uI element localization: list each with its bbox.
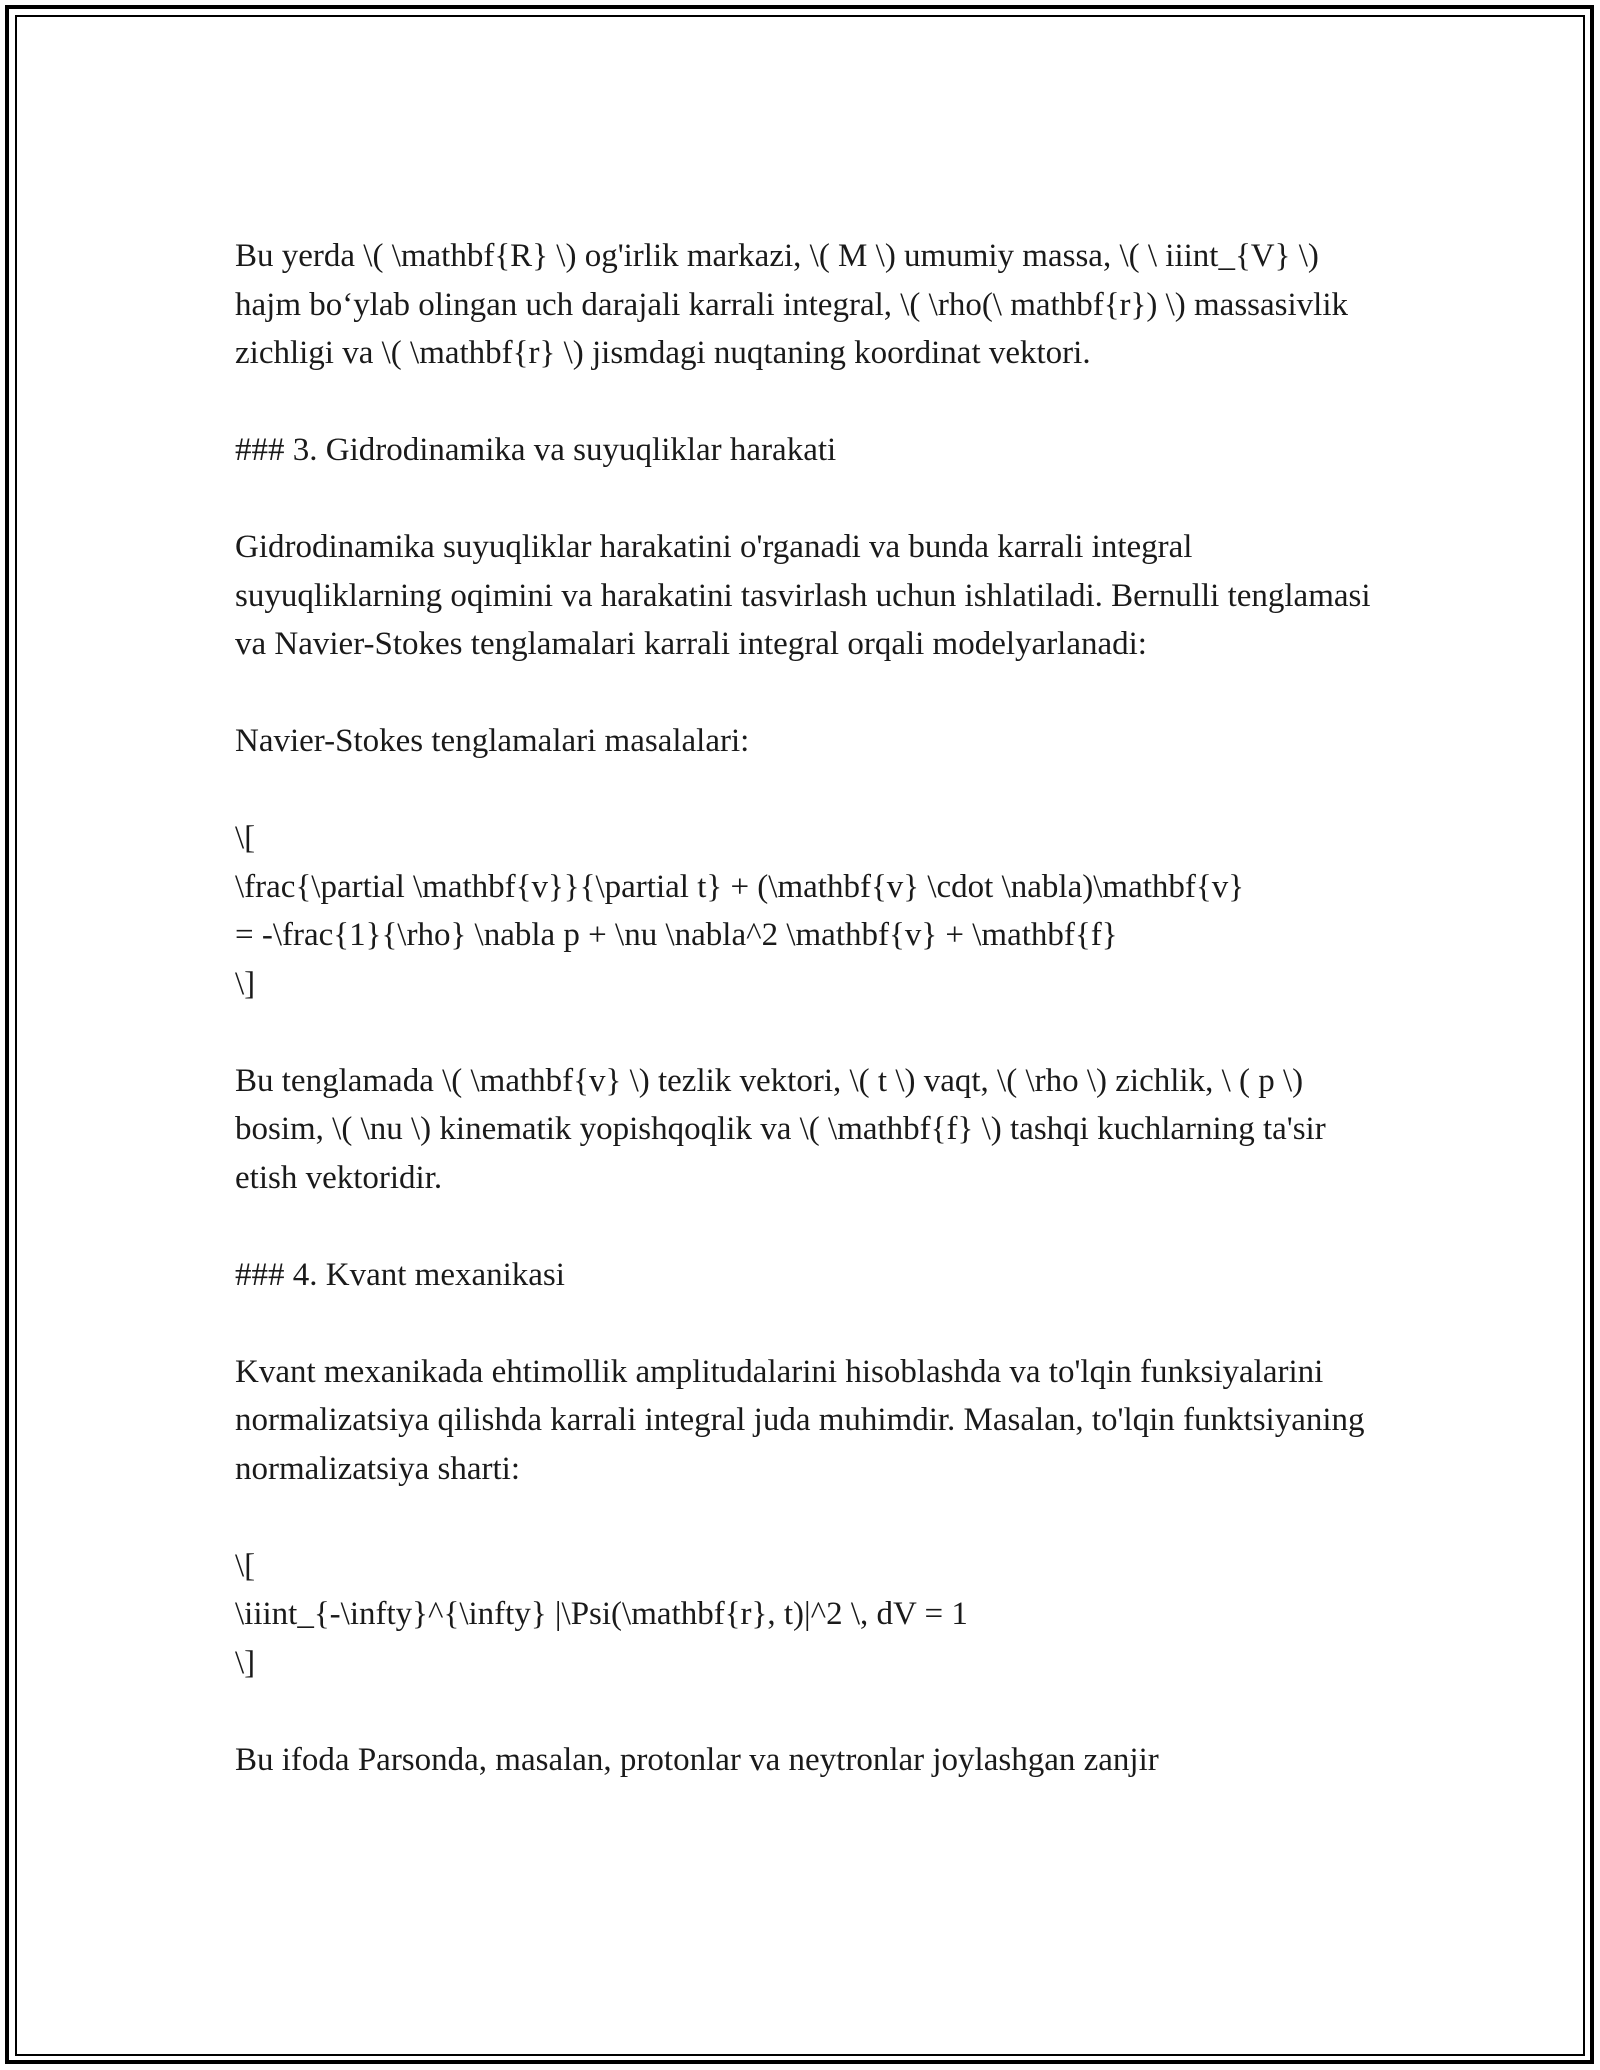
paragraph-quantum-mechanics: Kvant mexanikada ehtimollik amplitudalarini hisoblashda va to'lqin funksiyalarini normalizatsiya qilishda karrali integral juda muhimdir. Masalan, to'lqin funktsiyaning normalizatsiya sharti: — [235, 1353, 1365, 1487]
paragraph-navier-stokes-terms: Bu tenglamada \( \mathbf{v} \) tezlik vektori, \( t \) vaqt, \( \rho \) zichlik, \ ( p \) bosim, \( \nu \) kinematik yopishqoqlik va \( \mathbf{f} \) tashqi kuchlarning ta'sir etish vektoridir. — [235, 1062, 1326, 1196]
equation-navier-stokes — [235, 814, 1375, 1008]
equation-open: \[ — [235, 820, 256, 856]
equation-line: \frac{\partial \mathbf{v}}{\partial t} + (\mathbf{v} \cdot \nabla)\mathbf{v} — [235, 868, 1245, 905]
equation-close: \] — [235, 1644, 256, 1681]
document-body — [235, 232, 1375, 1833]
paragraph-hydrodynamics: Gidrodinamika suyuqliklar harakatini o'rganadi va bunda karrali integral suyuqliklarning oqimini va harakatini tasvirlash uchun ishlatiladi. Bernulli tenglamasi va Navier-Stokes tenglamalari karrali integral orqali modelyarlanadi: — [235, 529, 1371, 662]
equation-line: = -\frac{1}{\rho} \nabla p + \nu \nabla^2 \mathbf{v} + \mathbf{f} — [235, 917, 1118, 953]
equation-open: \[ — [235, 1547, 256, 1584]
heading-quantum-mechanics: ### 4. Kvant mexanikasi — [235, 1256, 565, 1293]
equation-close: \] — [235, 965, 256, 1002]
paragraph-center-of-mass: Bu yerda \( \mathbf{R} \) og'irlik markazi, \( M \) umumiy massa, \( \ iiint_{V} \) hajm bo‘ylab olingan uch darajali karrali integral, \( \rho(\ mathbf{r}) \) massasivlik zichligi va \( \mathbf{r} \) jismdagi nuqtaning koordinat vektori. — [235, 238, 1349, 371]
paragraph-parsonda: Bu ifoda Parsonda, masalan, protonlar va neytronlar joylashgan zanjir — [235, 1741, 1159, 1778]
equation-line: \iiint_{-\infty}^{\infty} |\Psi(\mathbf{r}, t)|^2 \, dV = 1 — [235, 1596, 968, 1632]
paragraph-navier-stokes-intro: Navier-Stokes tenglamalari masalalari: — [235, 723, 750, 759]
equation-normalization — [235, 1542, 1375, 1688]
heading-hydrodynamics: ### 3. Gidrodinamika va suyuqliklar harakati — [235, 432, 837, 468]
